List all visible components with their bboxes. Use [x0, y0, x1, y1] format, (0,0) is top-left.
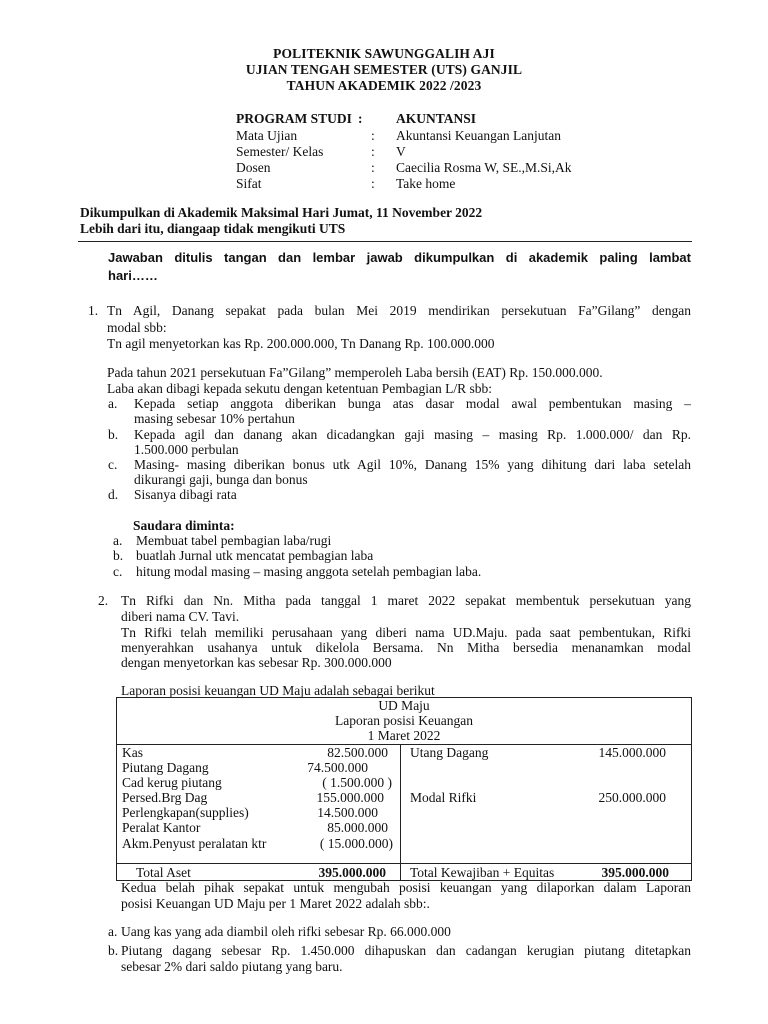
info-value-lecturer: Caecilia Rosma W, SE.,M.Si,Ak	[396, 160, 572, 175]
q1-asked-c-text: hitung modal masing – masing anggota setelah pembagian laba.	[136, 564, 482, 579]
total-assets-label: Total Aset	[136, 865, 191, 880]
q1-item-a-line-2: masing sebesar 10% pertahun	[134, 411, 295, 426]
asset-name: Persed.Brg Dag	[122, 790, 208, 805]
info-label-lecturer: Dosen	[236, 160, 271, 175]
q2-line-4: menyerahkan usahanya untuk dikelola Bersama. Nn Mitha bersedia menanamkan modal	[121, 640, 691, 655]
balance-sheet-column-divider	[400, 744, 401, 880]
info-label-nature: Sifat	[236, 176, 262, 191]
info-colon-lecturer: :	[371, 160, 375, 175]
info-label-semester: Semester/ Kelas	[236, 144, 324, 159]
equity-value: 250.000.000	[598, 790, 666, 805]
q1-item-a-marker: a.	[108, 396, 118, 411]
q2-item-b-line-1: Piutang dagang sebesar Rp. 1.450.000 dihapuskan dan cadangan kerugian piutang ditetapkan	[121, 943, 691, 958]
balance-sheet-title-3: 1 Maret 2022	[367, 728, 441, 743]
info-colon-semester: :	[371, 144, 375, 159]
header-line-3: TAHUN AKADEMIK 2022 /2023	[286, 78, 482, 93]
info-colon-nature: :	[371, 176, 375, 191]
info-label-program: PROGRAM STUDI	[236, 111, 352, 126]
q1-item-c-line-1: Masing- masing diberikan bonus utk Agil 10%, Danang 15% yang dihitung dari laba setelah	[134, 457, 691, 472]
q1-profit: Pada tahun 2021 persekutuan Fa”Gilang” memperoleh Laba bersih (EAT) Rp. 150.000.000.	[107, 365, 603, 380]
info-colon-program: :	[358, 111, 363, 126]
q2-number: 2.	[98, 593, 109, 608]
q1-asked-a-text: Membuat tabel pembagian laba/rugi	[136, 533, 332, 548]
total-liabilities-label: Total Kewajiban + Equitas	[410, 865, 555, 880]
balance-sheet-title-2: Laporan posisi Keuangan	[335, 713, 473, 728]
asset-value: ( 15.000.000)	[319, 836, 393, 851]
q1-item-c-marker: c.	[108, 457, 118, 472]
q1-intro-line-2: modal sbb:	[107, 320, 167, 335]
equity-name: Modal Rifki	[410, 790, 477, 805]
asset-name: Akm.Penyust peralatan ktr	[122, 836, 267, 851]
asset-value: 82.500.000	[327, 745, 388, 760]
q1-item-a-line-1: Kepada setiap anggota diberikan bunga atas dasar modal awal pembentukan masing –	[134, 396, 691, 411]
q2-item-a-line-1: Uang kas yang ada diambil oleh rifki sebesar Rp. 66.000.000	[121, 924, 451, 939]
notice-line-2: Lebih dari itu, diangaap tidak mengikuti UTS	[80, 221, 346, 236]
info-value-nature: Take home	[396, 176, 456, 191]
q1-rule: Laba akan dibagi kepada sekutu dengan ketentuan Pembagian L/R sbb:	[107, 381, 493, 396]
asset-name: Cad kerug piutang	[122, 775, 222, 790]
asset-name: Piutang Dagang	[122, 760, 209, 775]
q2-report-intro: Laporan posisi keuangan UD Maju adalah sebagai berikut	[121, 683, 435, 698]
q2-line-1: Tn Rifki dan Nn. Mitha pada tanggal 1 maret 2022 sepakat membentuk persekutuan yang	[121, 593, 691, 608]
q1-item-c-line-2: dikurangi gaji, bunga dan bonus	[134, 472, 308, 487]
q1-capital: Tn agil menyetorkan kas Rp. 200.000.000, Tn Danang Rp. 100.000.000	[107, 336, 495, 351]
asset-name: Peralat Kantor	[122, 820, 201, 835]
q1-asked-b-text: buatlah Jurnal utk mencatat pembagian laba	[136, 548, 374, 563]
asset-value: 155.000.000	[316, 790, 384, 805]
q2-line-5: dengan menyetorkan kas sebesar Rp. 300.000.000	[121, 655, 392, 670]
balance-sheet-title-1: UD Maju	[378, 698, 430, 713]
liability-value: 145.000.000	[598, 745, 666, 760]
q1-intro-line-1: Tn Agil, Danang sepakat pada bulan Mei 2019 mendirikan persekutuan Fa”Gilang” dengan	[107, 303, 691, 318]
q2-after-line-2: posisi Keuangan UD Maju per 1 Maret 2022 adalah sbb:.	[121, 896, 430, 911]
info-value-program: AKUNTANSI	[396, 111, 477, 126]
total-assets-value: 395.000.000	[318, 865, 386, 880]
instruction-line-2: hari……	[108, 268, 158, 283]
q1-asked-title: Saudara diminta:	[133, 518, 235, 533]
info-value-semester: V	[396, 144, 406, 159]
header-line-2: UJIAN TENGAH SEMESTER (UTS) GANJIL	[245, 62, 523, 77]
asset-value: ( 1.500.000 )	[322, 775, 392, 790]
asset-name: Perlengkapan(supplies)	[122, 805, 249, 820]
q2-item-a-marker: a.	[108, 924, 118, 939]
info-value-subject: Akuntansi Keuangan Lanjutan	[396, 128, 561, 143]
q2-item-b-line-2: sebesar 2% dari saldo piutang yang baru.	[121, 959, 343, 974]
q2-after-line-1: Kedua belah pihak sepakat untuk mengubah posisi keuangan yang dilaporkan dalam Laporan	[121, 880, 691, 895]
q1-asked-c-marker: c.	[113, 564, 123, 579]
q1-item-b-marker: b.	[108, 427, 119, 442]
header-line-1: POLITEKNIK SAWUNGGALIH AJI	[273, 46, 495, 61]
asset-value: 74.500.000	[307, 760, 368, 775]
q1-item-b-line-2: 1.500.000 perbulan	[134, 442, 239, 457]
q1-asked-b-marker: b.	[113, 548, 124, 563]
asset-name: Kas	[122, 745, 143, 760]
total-liabilities-value: 395.000.000	[601, 865, 669, 880]
balance-sheet-total-divider	[116, 863, 692, 864]
q2-item-b-marker: b.	[108, 943, 119, 958]
q2-line-2: diberi nama CV. Tavi.	[121, 609, 240, 624]
asset-value: 14.500.000	[317, 805, 378, 820]
instruction-line-1: Jawaban ditulis tangan dan lembar jawab dikumpulkan di akademik paling lambat	[108, 250, 691, 265]
q1-number: 1.	[88, 303, 99, 318]
notice-line-1: Dikumpulkan di Akademik Maksimal Hari Jumat, 11 November 2022	[80, 205, 483, 220]
liability-name: Utang Dagang	[410, 745, 489, 760]
q2-line-3: Tn Rifki telah memiliki perusahaan yang diberi nama UD.Maju. pada saat pembentukan, Rifki	[121, 625, 691, 640]
q1-item-b-line-1: Kepada agil dan danang akan dicadangkan gaji masing – masing Rp. 1.000.000/ dan Rp.	[134, 427, 691, 442]
q1-item-d-marker: d.	[108, 487, 119, 502]
notice-divider	[78, 241, 692, 242]
info-colon-subject: :	[371, 128, 375, 143]
q1-asked-a-marker: a.	[113, 533, 123, 548]
info-label-subject: Mata Ujian	[236, 128, 298, 143]
q1-item-d-line-1: Sisanya dibagi rata	[134, 487, 237, 502]
asset-value: 85.000.000	[327, 820, 388, 835]
